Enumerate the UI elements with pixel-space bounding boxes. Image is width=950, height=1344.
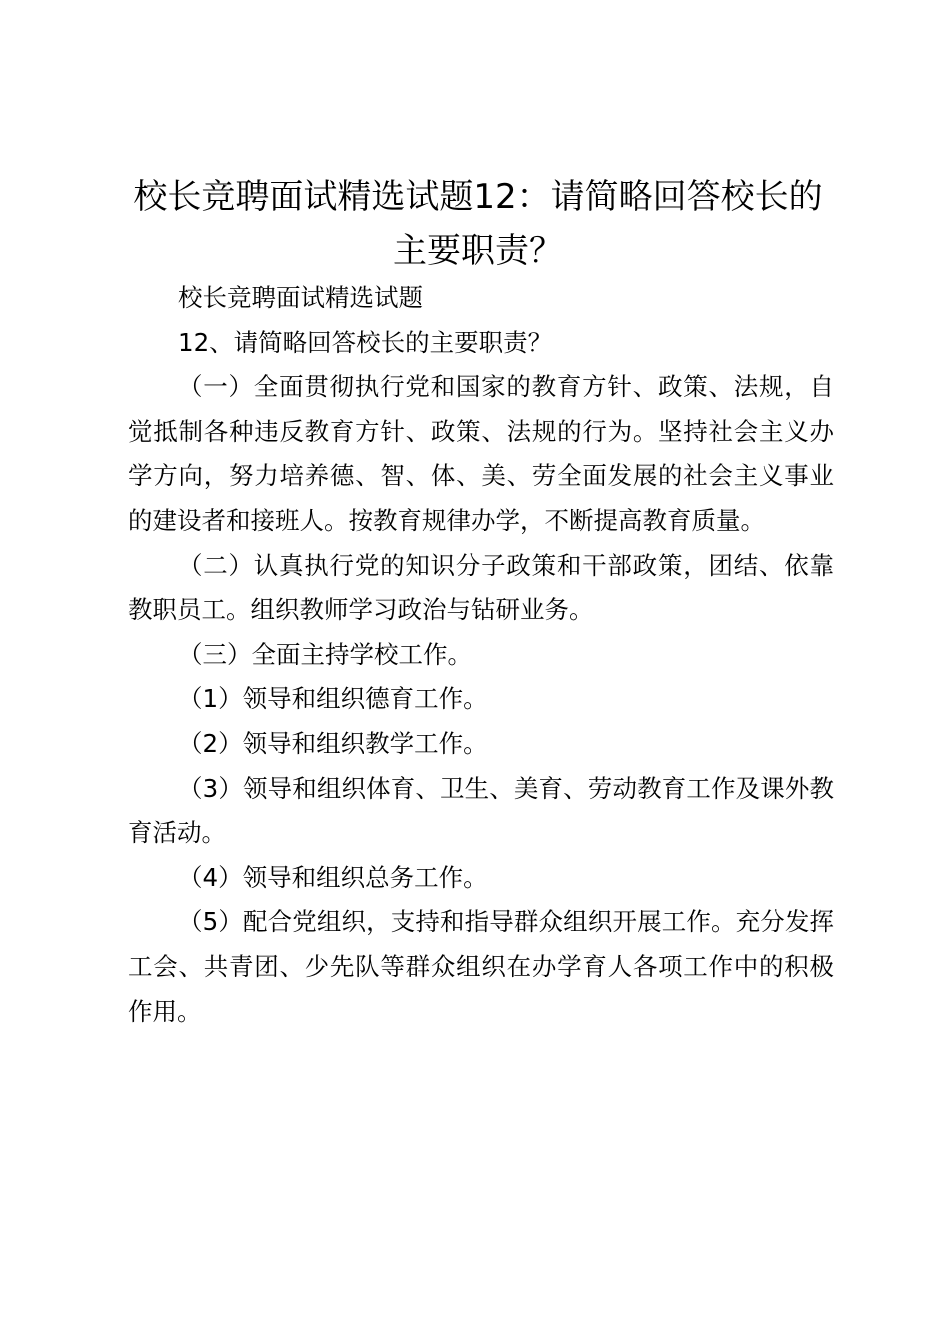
paragraph-item-5: （5）配合党组织，支持和指导群众组织开展工作。充分发挥工会、共青团、少先队等群众组织在办学育人各项工作中的积极作用。 [128,907,834,1026]
paragraph-item-1: （1）领导和组织德育工作。 [178,684,488,714]
paragraph-item-4: （4）领导和组织总务工作。 [178,862,488,892]
paragraph-duty-2: （二）认真执行党的知识分子政策和干部政策，团结、依靠教职员工。组织教师学习政治与钻研业务。 [128,550,834,625]
paragraph-duty-3: （三）全面主持学校工作。 [178,639,472,669]
document-body [128,276,834,1034]
paragraph-item-2: （2）领导和组织教学工作。 [178,728,488,758]
paragraph-subtitle: 校长竞聘面试精选试题 [178,283,423,312]
paragraph-duty-1: （一）全面贯彻执行党和国家的教育方针、政策、法规，自觉抵制各种违反教育方针、政策、法规的行为。坚持社会主义办学方向，努力培养德、智、体、美、劳全面发展的社会主义事业的建设者和接班人。按教育规律办学，不断提高教育质量。 [128,372,834,535]
paragraph-item-3: （3）领导和组织体育、卫生、美育、劳动教育工作及课外教育活动。 [128,773,834,848]
document-title: 校长竞聘面试精选试题12：请简略回答校长的主要职责？ [133,177,823,271]
paragraph-question: 12、请简略回答校长的主要职责？ [178,327,553,357]
